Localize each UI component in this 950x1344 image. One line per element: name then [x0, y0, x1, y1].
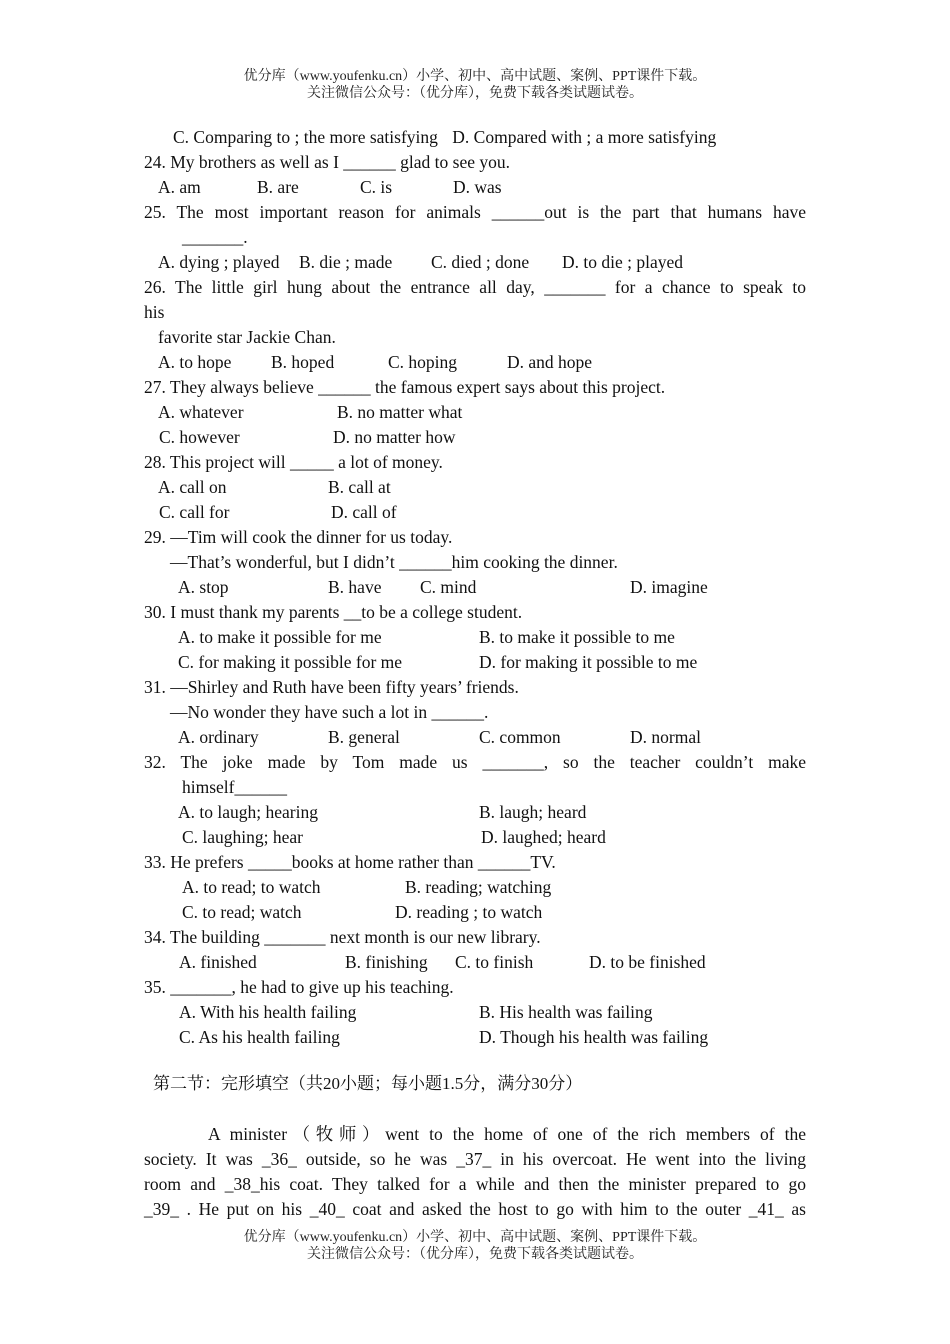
header-line-2: 关注微信公众号：（优分库），免费下载各类试题试卷。	[307, 86, 643, 101]
passage-line-1: A minister（牧师）went to the home of one of the rich members of the	[208, 1124, 806, 1144]
q30-option-a: A. to make it possible for me	[178, 627, 382, 647]
q24-stem: 24. My brothers as well as I ______ glad to see you.	[144, 152, 510, 172]
q26-stem-line-1: 26. The little girl hung about the entrance all day, _______ for a chance to speak to	[144, 277, 806, 297]
q28-option-a: A. call on	[158, 477, 227, 497]
q31-option-b: B. general	[328, 727, 400, 747]
q24-option-d: D. was	[453, 177, 502, 197]
header-line-1: 优分库（www.youfenku.cn）小学、初中、高中试题、案例、PPT课件下载。	[243, 69, 707, 84]
q33-option-c: C. to read; watch	[182, 902, 302, 922]
q29-stem-line-1: 29. —Tim will cook the dinner for us today.	[144, 527, 453, 547]
q29-option-a: A. stop	[178, 577, 229, 597]
q28-option-b: B. call at	[328, 477, 391, 497]
q24-option-c: C. is	[360, 177, 393, 197]
q35-option-c: C. As his health failing	[179, 1027, 340, 1047]
q25-option-b: B. die ; made	[299, 252, 393, 272]
q35-option-d: D. Though his health was failing	[479, 1027, 709, 1047]
q26-stem-line-3: favorite star Jackie Chan.	[158, 327, 336, 347]
q25-option-c: C. died ; done	[431, 252, 530, 272]
q28-option-d: D. call of	[331, 502, 397, 522]
q26-stem-line-2: his	[144, 302, 165, 322]
q26-option-c: C. hoping	[388, 352, 458, 372]
q34-option-a: A. finished	[179, 952, 257, 972]
q32-stem-line-1: 32. The joke made by Tom made us _______, so the teacher couldn’t make	[144, 752, 806, 772]
q27-option-c: C. however	[159, 427, 240, 447]
q30-stem: 30. I must thank my parents __to be a college student.	[144, 602, 523, 622]
q28-stem: 28. This project will _____ a lot of money.	[144, 452, 443, 472]
q33-option-b: B. reading; watching	[405, 877, 552, 897]
q29-stem-line-2: —That’s wonderful, but I didn’t ______him cooking the dinner.	[170, 552, 618, 572]
q30-option-d: D. for making it possible to me	[479, 652, 698, 672]
q27-stem: 27. They always believe ______ the famous expert says about this project.	[144, 377, 666, 397]
q23-options	[173, 125, 716, 150]
q31-option-c: C. common	[479, 727, 561, 747]
passage-line-3: room and _38_his coat. They talked for a while and then the minister prepared to go	[144, 1174, 806, 1194]
q23-option-c: C. Comparing to ; the more satisfying	[173, 127, 438, 147]
q32-option-d: D. laughed; heard	[481, 827, 606, 847]
q33-option-d: D. reading ; to watch	[395, 902, 543, 922]
q26-option-b: B. hoped	[271, 352, 335, 372]
section-2-title: 第二节：完形填空（共20小题；每小题1.5分，满分30分）	[153, 1074, 583, 1093]
q34-option-d: D. to be finished	[589, 952, 706, 972]
page-header	[0, 68, 950, 102]
q24-option-a: A. am	[158, 177, 201, 197]
passage-line-4: _39_ . He put on his _40_ coat and asked the host to go with him to the outer _41_ as	[144, 1199, 806, 1219]
q27-option-a: A. whatever	[158, 402, 244, 422]
q35-option-b: B. His health was failing	[479, 1002, 653, 1022]
passage-line-2: society. It was _36_ outside, so he was _37_ in his overcoat. He went into the living	[144, 1149, 806, 1169]
q32-option-c: C. laughing; hear	[182, 827, 304, 847]
q25-option-d: D. to die ; played	[562, 252, 684, 272]
q34-option-c: C. to finish	[455, 952, 534, 972]
q29-option-d: D. imagine	[630, 577, 708, 597]
q27-option-b: B. no matter what	[337, 402, 463, 422]
q25-option-a: A. dying ; played	[158, 252, 280, 272]
q32-stem-line-2: himself______	[182, 777, 287, 797]
q35-option-a: A. With his health failing	[179, 1002, 357, 1022]
q26-option-a: A. to hope	[158, 352, 232, 372]
q32-option-b: B. laugh; heard	[479, 802, 587, 822]
q28-option-c: C. call for	[159, 502, 230, 522]
q29-option-c: C. mind	[420, 577, 477, 597]
q33-option-a: A. to read; to watch	[182, 877, 321, 897]
q23-option-d: D. Compared with ; a more satisfying	[452, 127, 717, 147]
q27-option-d: D. no matter how	[333, 427, 456, 447]
footer-line-1: 优分库（www.youfenku.cn）小学、初中、高中试题、案例、PPT课件下载。	[243, 1230, 707, 1245]
q30-option-b: B. to make it possible to me	[479, 627, 675, 647]
q29-option-b: B. have	[328, 577, 382, 597]
q26-option-d: D. and hope	[507, 352, 593, 372]
q25-stem-line-2: _______.	[182, 227, 248, 247]
cloze-passage	[144, 1122, 806, 1222]
q31-option-a: A. ordinary	[178, 727, 259, 747]
q34-option-b: B. finishing	[345, 952, 428, 972]
footer-line-2: 关注微信公众号：（优分库），免费下载各类试题试卷。	[307, 1247, 643, 1262]
q30-option-c: C. for making it possible for me	[178, 652, 403, 672]
q25-stem-line-1: 25. The most important reason for animals ______out is the part that humans have	[144, 202, 806, 222]
page-footer	[0, 1229, 950, 1263]
q32-option-a: A. to laugh; hearing	[178, 802, 318, 822]
q34-stem: 34. The building _______ next month is our new library.	[144, 927, 541, 947]
q35-stem: 35. _______, he had to give up his teaching.	[144, 977, 454, 997]
q33-stem: 33. He prefers _____books at home rather than ______TV.	[144, 852, 556, 872]
q31-stem-line-1: 31. —Shirley and Ruth have been fifty years’ friends.	[144, 677, 519, 697]
q24-option-b: B. are	[257, 177, 299, 197]
q31-option-d: D. normal	[630, 727, 701, 747]
q31-stem-line-2: —No wonder they have such a lot in ______.	[170, 702, 489, 722]
